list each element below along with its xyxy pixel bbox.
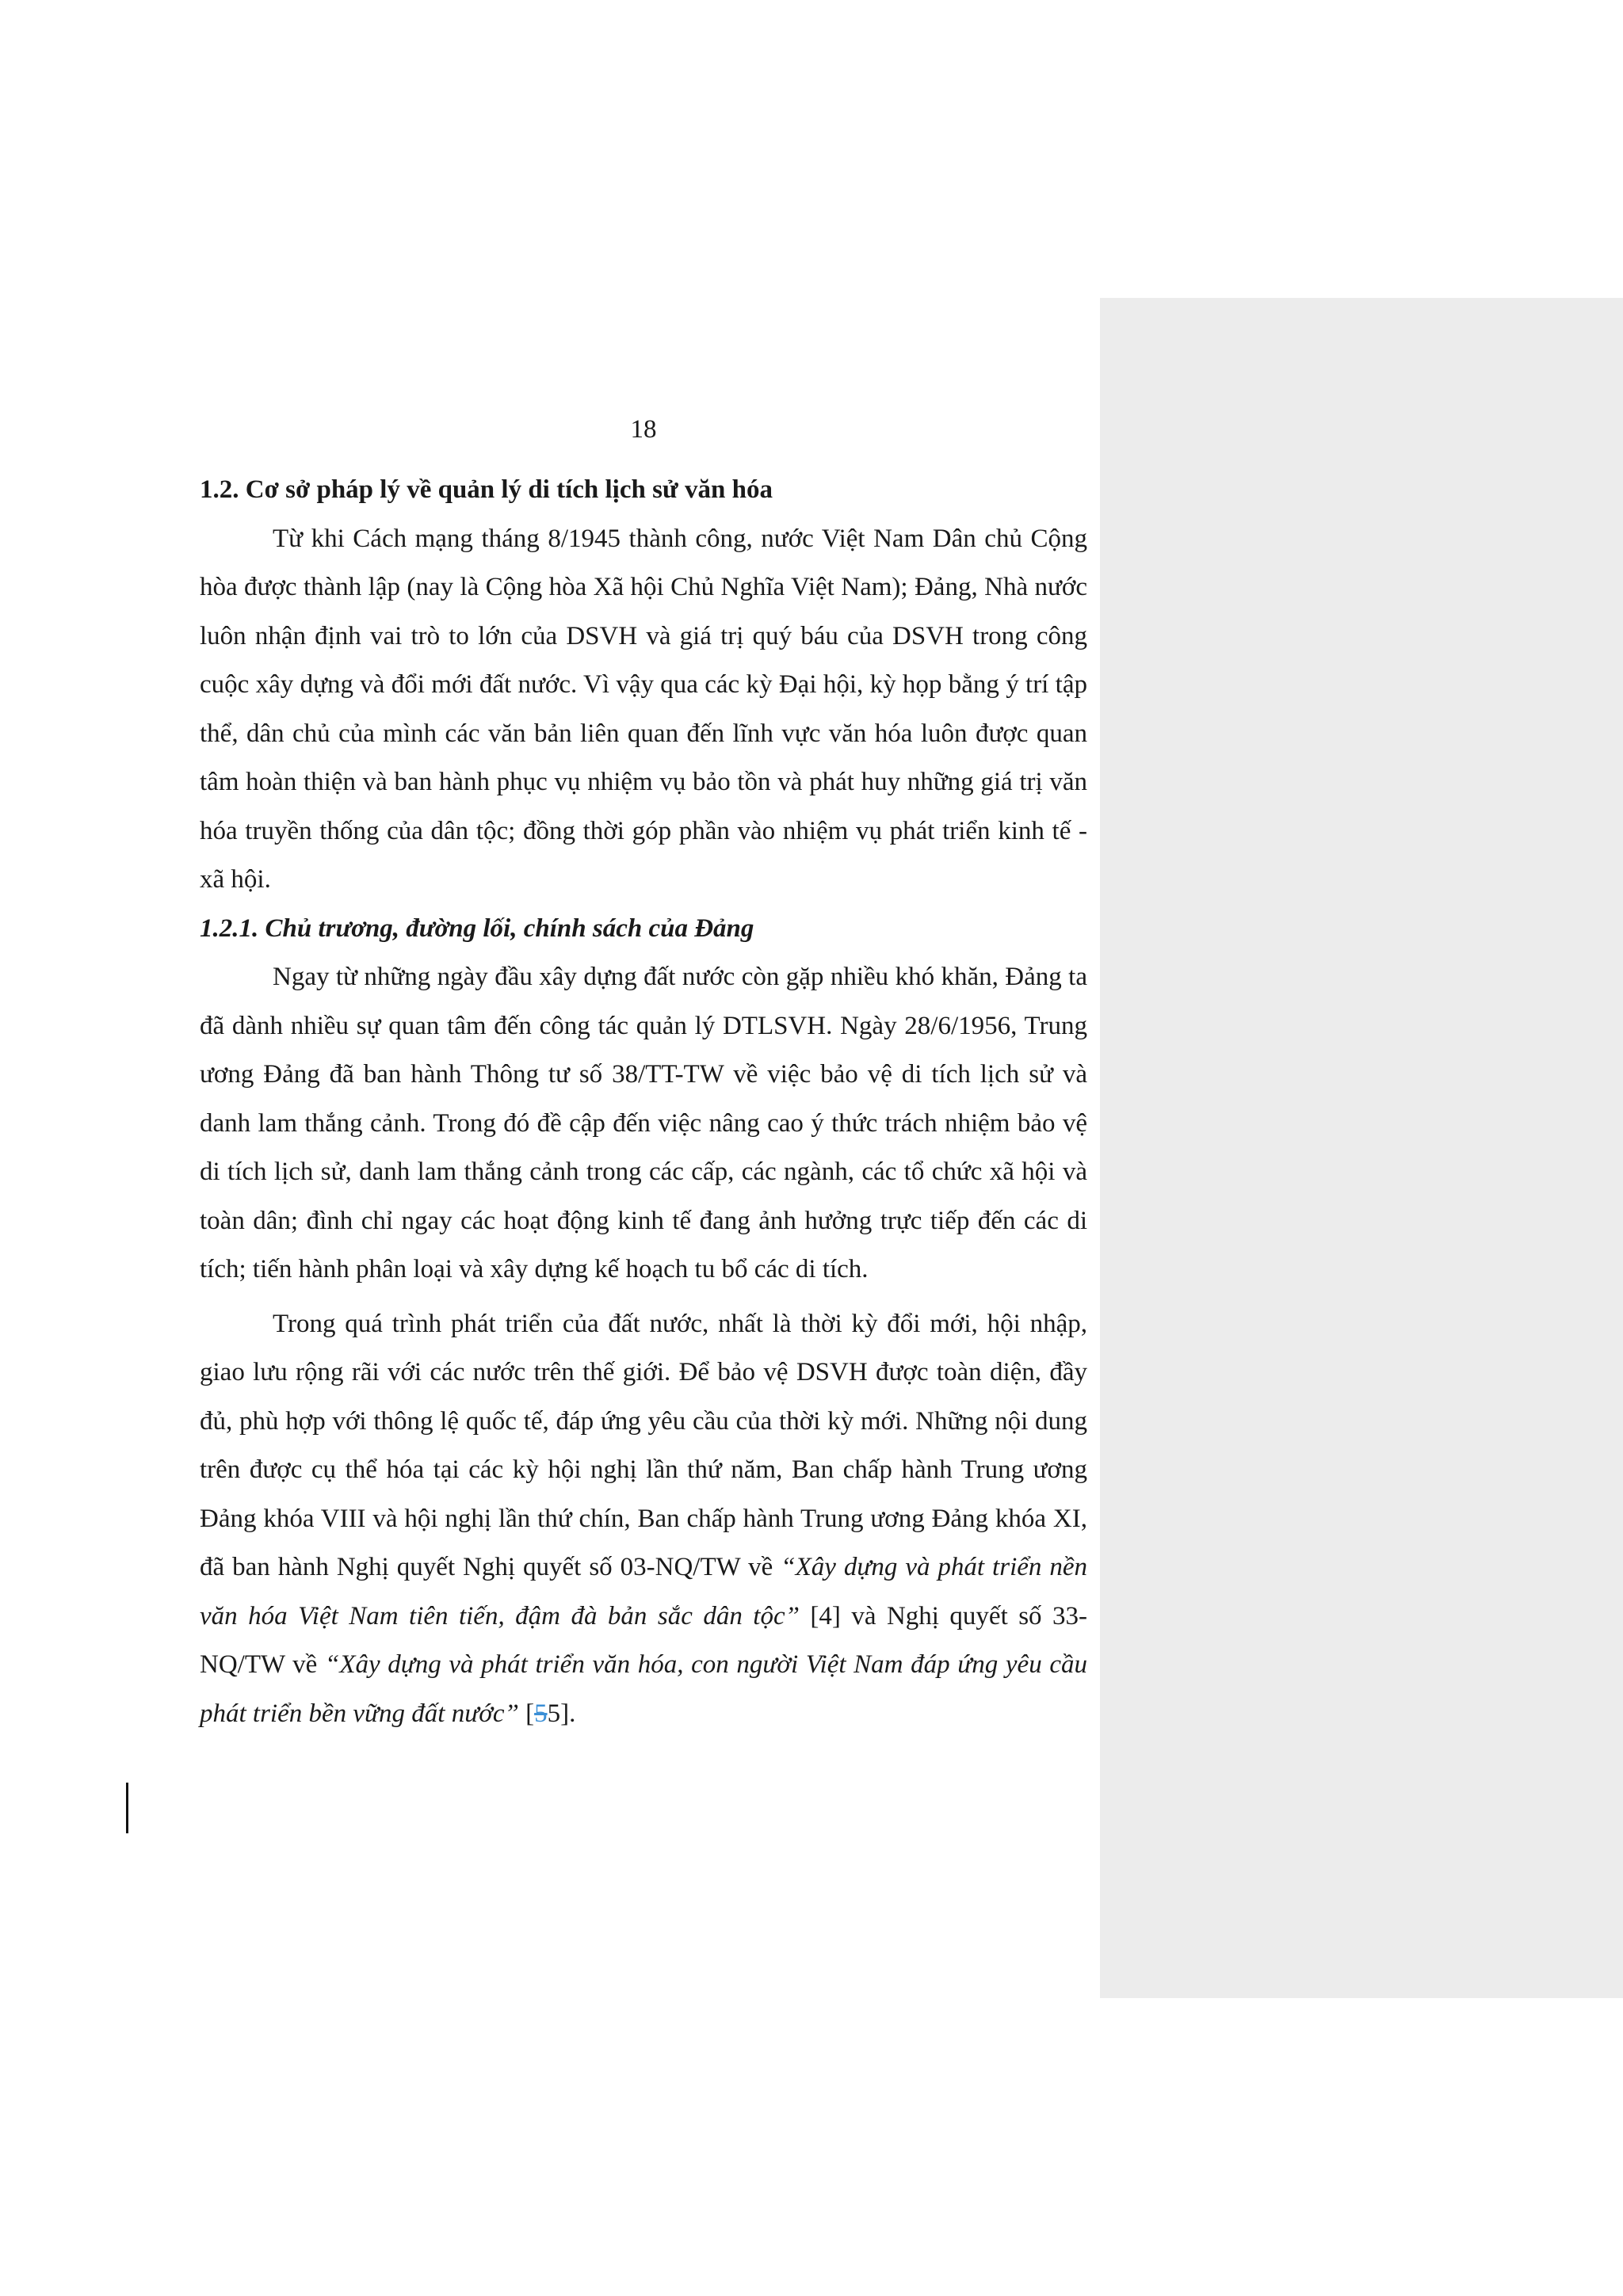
paragraph-2-text-1: Trong quá trình phát triển của đất nước, nhất là thời kỳ đổi mới, hội nhập, giao lưu rộng rãi với các nước trên thế giới. Để bảo vệ DSVH được toàn diện, đầy đủ, phù hợp với thông lệ quốc tế, đáp ứng yêu cầu của thời kỳ mới. Những nội dung trên được cụ thể hóa tại các kỳ hội nghị lần thứ năm, Ban chấp hành Trung ương Đảng khóa VIII và hội nghị lần thứ chín, Ban chấp hành Trung ương Đảng khóa XI, đã ban hành Nghị quyết Nghị quyết số 03-NQ/TW về [200, 1309, 1087, 1581]
document-body [200, 466, 1087, 1738]
resolution-33-title: “Xây dựng và phát triển văn hóa, con người Việt Nam đáp ứng yêu cầu phát triển bền vững đất nước” [200, 1650, 1087, 1728]
intro-paragraph: Từ khi Cách mạng tháng 8/1945 thành công, nước Việt Nam Dân chủ Cộng hòa được thành lập (nay là Cộng hòa Xã hội Chủ Nghĩa Việt Nam); Đảng, Nhà nước luôn nhận định vai trò to lớn của DSVH và giá trị quý báu của DSVH trong công cuộc xây dựng và đổi mới đất nước. Vì vậy qua các kỳ Đại hội, kỳ họp bằng ý trí tập thể, dân chủ của mình các văn bản liên quan đến lĩnh vực văn hóa luôn được quan tâm hoàn thiện và ban hành phục vụ nhiệm vụ bảo tồn và phát huy những giá trị văn hóa truyền thống của dân tộc; đồng thời góp phần vào nhiệm vụ phát triển kinh tế - xã hội. [200, 524, 1087, 894]
page-number: 18 [630, 415, 657, 444]
comment-pane [1100, 298, 1623, 1998]
section-heading: 1.2. Cơ sở pháp lý về quản lý di tích lịch sử văn hóa [200, 475, 773, 504]
resolution-03-title: “Xây dựng và phát triển nền văn hóa Việt Nam tiên tiến, đậm đà bản sắc dân tộc” [200, 1553, 1087, 1630]
reference-close: ]. [560, 1699, 576, 1728]
track-change-bar [126, 1783, 128, 1833]
policy-paragraph-1: Ngay từ những ngày đầu xây dựng đất nước còn gặp nhiều khó khăn, Đảng ta đã dành nhiều sự quan tâm đến công tác quản lý DTLSVH. Ngày 28/6/1956, Trung ương Đảng đã ban hành Thông tư số 38/TT-TW về việc bảo vệ di tích lịch sử và danh lam thắng cảnh. Trong đó đề cập đến việc nâng cao ý thức trách nhiệm bảo vệ di tích lịch sử, danh lam thắng cảnh trong các cấp, các ngành, các tổ chức xã hội và toàn dân; đình chỉ ngay các hoạt động kinh tế đang ảnh hưởng trực tiếp đến các di tích; tiến hành phân loại và xây dựng kế hoạch tu bổ các di tích. [200, 963, 1087, 1283]
policy-paragraph-2 [200, 1300, 1087, 1739]
tracked-deletion: 5 [534, 1699, 548, 1728]
reference-open: [ [518, 1699, 535, 1728]
paragraph-2-text-2: [4] và Nghị quyết số 33-NQ/TW về [200, 1601, 1088, 1679]
tracked-insertion: 5 [547, 1699, 561, 1728]
subsection-heading: 1.2.1. Chủ trương, đường lối, chính sách của Đảng [200, 913, 754, 943]
